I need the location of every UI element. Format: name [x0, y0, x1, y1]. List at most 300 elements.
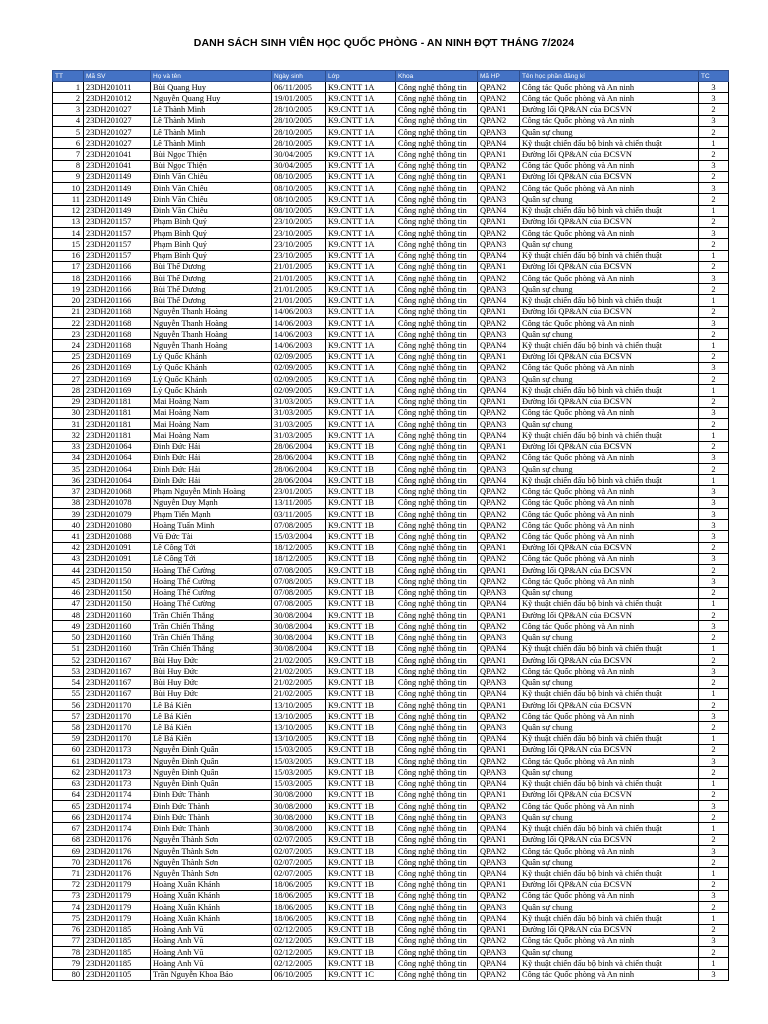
cell-tt: 7 [53, 149, 84, 160]
cell-student-id: 23DH201168 [84, 329, 151, 340]
cell-student-id: 23DH201170 [84, 722, 151, 733]
table-row [53, 82, 729, 93]
cell-course-name: Đường lối QP&AN của ĐCSVN [520, 351, 699, 362]
cell-tt: 69 [53, 845, 84, 856]
cell-full-name: Nguyễn Quang Huy [151, 93, 272, 104]
cell-student-id: 23DH201167 [84, 654, 151, 665]
cell-credits: 1 [699, 733, 729, 744]
cell-tt: 79 [53, 958, 84, 969]
cell-course-code: QPAN2 [478, 520, 520, 531]
cell-faculty: Công nghệ thông tin [396, 857, 478, 868]
cell-course-code: QPAN3 [478, 374, 520, 385]
cell-course-code: QPAN1 [478, 149, 520, 160]
cell-tt: 35 [53, 463, 84, 474]
cell-course-code: QPAN3 [478, 632, 520, 643]
cell-birth-date: 02/09/2005 [272, 362, 326, 373]
cell-course-name: Kỹ thuật chiến đấu bộ binh và chiến thuật [520, 733, 699, 744]
cell-faculty: Công nghệ thông tin [396, 306, 478, 317]
cell-birth-date: 30/04/2005 [272, 149, 326, 160]
table-row [53, 688, 729, 699]
cell-class: K9.CNTT 1B [326, 834, 396, 845]
cell-course-name: Đường lối QP&AN của ĐCSVN [520, 306, 699, 317]
cell-faculty: Công nghệ thông tin [396, 340, 478, 351]
cell-course-code: QPAN2 [478, 362, 520, 373]
cell-course-code: QPAN4 [478, 823, 520, 834]
cell-birth-date: 23/10/2005 [272, 239, 326, 250]
cell-full-name: Lê Công Tới [151, 542, 272, 553]
cell-course-code: QPAN3 [478, 947, 520, 958]
cell-course-name: Đường lối QP&AN của ĐCSVN [520, 149, 699, 160]
cell-tt: 55 [53, 688, 84, 699]
cell-class: K9.CNTT 1A [326, 250, 396, 261]
cell-student-id: 23DH201080 [84, 520, 151, 531]
cell-credits: 3 [699, 407, 729, 418]
cell-credits: 2 [699, 216, 729, 227]
cell-faculty: Công nghệ thông tin [396, 149, 478, 160]
cell-student-id: 23DH201041 [84, 149, 151, 160]
cell-student-id: 23DH201027 [84, 138, 151, 149]
cell-credits: 1 [699, 340, 729, 351]
cell-course-code: QPAN2 [478, 508, 520, 519]
table-row [53, 306, 729, 317]
cell-tt: 1 [53, 82, 84, 93]
cell-full-name: Bùi Ngọc Thiện [151, 149, 272, 160]
cell-credits: 2 [699, 924, 729, 935]
cell-student-id: 23DH201185 [84, 935, 151, 946]
cell-full-name: Đinh Đức Thành [151, 789, 272, 800]
cell-student-id: 23DH201174 [84, 812, 151, 823]
col-header-faculty: Khoa [396, 71, 478, 82]
table-row [53, 610, 729, 621]
cell-full-name: Phạm Nguyễn Minh Hoàng [151, 486, 272, 497]
cell-student-id: 23DH201160 [84, 621, 151, 632]
cell-class: K9.CNTT 1A [326, 160, 396, 171]
cell-class: K9.CNTT 1B [326, 868, 396, 879]
cell-faculty: Công nghệ thông tin [396, 924, 478, 935]
cell-course-name: Kỹ thuật chiến đấu bộ binh và chiến thuật [520, 823, 699, 834]
cell-credits: 1 [699, 205, 729, 216]
cell-tt: 13 [53, 216, 84, 227]
cell-faculty: Công nghệ thông tin [396, 194, 478, 205]
cell-full-name: Nguyễn Thanh Hoàng [151, 329, 272, 340]
table-row [53, 553, 729, 564]
cell-full-name: Bùi Huy Đức [151, 677, 272, 688]
cell-full-name: Bùi Thế Dương [151, 284, 272, 295]
cell-credits: 2 [699, 632, 729, 643]
cell-credits: 3 [699, 520, 729, 531]
cell-class: K9.CNTT 1B [326, 520, 396, 531]
cell-birth-date: 15/03/2004 [272, 531, 326, 542]
cell-student-id: 23DH201179 [84, 890, 151, 901]
cell-tt: 38 [53, 497, 84, 508]
cell-faculty: Công nghệ thông tin [396, 362, 478, 373]
cell-student-id: 23DH201166 [84, 284, 151, 295]
cell-faculty: Công nghệ thông tin [396, 913, 478, 924]
cell-credits: 3 [699, 115, 729, 126]
cell-full-name: Phạm Bình Quý [151, 239, 272, 250]
cell-full-name: Lê Thành Minh [151, 138, 272, 149]
cell-class: K9.CNTT 1B [326, 632, 396, 643]
cell-full-name: Lê Công Tới [151, 553, 272, 564]
cell-birth-date: 15/03/2005 [272, 756, 326, 767]
cell-class: K9.CNTT 1A [326, 194, 396, 205]
cell-course-code: QPAN1 [478, 744, 520, 755]
cell-tt: 46 [53, 587, 84, 598]
cell-course-name: Quân sự chung [520, 284, 699, 295]
cell-faculty: Công nghệ thông tin [396, 115, 478, 126]
cell-course-code: QPAN3 [478, 194, 520, 205]
cell-faculty: Công nghệ thông tin [396, 396, 478, 407]
cell-course-name: Công tác Quốc phòng và An ninh [520, 756, 699, 767]
cell-birth-date: 02/09/2005 [272, 385, 326, 396]
table-row [53, 93, 729, 104]
cell-course-code: QPAN4 [478, 688, 520, 699]
cell-class: K9.CNTT 1B [326, 565, 396, 576]
cell-faculty: Công nghệ thông tin [396, 284, 478, 295]
cell-credits: 1 [699, 250, 729, 261]
cell-full-name: Bùi Quang Huy [151, 82, 272, 93]
cell-course-name: Công tác Quốc phòng và An ninh [520, 82, 699, 93]
cell-faculty: Công nghệ thông tin [396, 205, 478, 216]
cell-class: K9.CNTT 1A [326, 351, 396, 362]
cell-student-id: 23DH201149 [84, 171, 151, 182]
cell-credits: 2 [699, 857, 729, 868]
cell-student-id: 23DH201160 [84, 643, 151, 654]
cell-birth-date: 21/01/2005 [272, 284, 326, 295]
cell-birth-date: 28/10/2005 [272, 126, 326, 137]
cell-student-id: 23DH201179 [84, 913, 151, 924]
cell-course-name: Kỹ thuật chiến đấu bộ binh và chiến thuật [520, 913, 699, 924]
cell-class: K9.CNTT 1A [326, 340, 396, 351]
cell-faculty: Công nghệ thông tin [396, 812, 478, 823]
cell-birth-date: 30/08/2004 [272, 621, 326, 632]
cell-full-name: Bùi Thế Dương [151, 272, 272, 283]
cell-course-code: QPAN2 [478, 935, 520, 946]
cell-faculty: Công nghệ thông tin [396, 778, 478, 789]
cell-tt: 47 [53, 598, 84, 609]
cell-birth-date: 13/10/2005 [272, 711, 326, 722]
cell-credits: 2 [699, 587, 729, 598]
cell-class: K9.CNTT 1B [326, 654, 396, 665]
cell-full-name: Bùi Thế Dương [151, 261, 272, 272]
cell-full-name: Phạm Bình Quý [151, 216, 272, 227]
cell-full-name: Nguyễn Đình Quân [151, 778, 272, 789]
table-row [53, 272, 729, 283]
cell-birth-date: 14/06/2003 [272, 306, 326, 317]
cell-birth-date: 08/10/2005 [272, 194, 326, 205]
cell-student-id: 23DH201173 [84, 756, 151, 767]
cell-class: K9.CNTT 1B [326, 643, 396, 654]
col-header-tt: TT [53, 71, 84, 82]
cell-full-name: Lý Quốc Khánh [151, 351, 272, 362]
cell-credits: 1 [699, 823, 729, 834]
cell-tt: 65 [53, 801, 84, 812]
cell-class: K9.CNTT 1B [326, 542, 396, 553]
cell-birth-date: 28/06/2004 [272, 441, 326, 452]
cell-student-id: 23DH201150 [84, 598, 151, 609]
cell-full-name: Đinh Đức Hải [151, 475, 272, 486]
cell-full-name: Nguyễn Thanh Hoàng [151, 317, 272, 328]
cell-full-name: Phạm Tiến Mạnh [151, 508, 272, 519]
cell-course-code: QPAN2 [478, 969, 520, 980]
cell-tt: 10 [53, 183, 84, 194]
cell-tt: 4 [53, 115, 84, 126]
cell-course-name: Đường lối QP&AN của ĐCSVN [520, 565, 699, 576]
cell-course-code: QPAN2 [478, 160, 520, 171]
cell-full-name: Lý Quốc Khánh [151, 362, 272, 373]
cell-tt: 50 [53, 632, 84, 643]
table-row [53, 778, 729, 789]
cell-birth-date: 13/10/2005 [272, 733, 326, 744]
cell-credits: 1 [699, 688, 729, 699]
cell-class: K9.CNTT 1B [326, 890, 396, 901]
table-row [53, 351, 729, 362]
cell-student-id: 23DH201011 [84, 82, 151, 93]
header-row [53, 71, 729, 82]
table-row [53, 845, 729, 856]
cell-class: K9.CNTT 1A [326, 126, 396, 137]
cell-course-name: Đường lối QP&AN của ĐCSVN [520, 171, 699, 182]
cell-credits: 3 [699, 576, 729, 587]
cell-faculty: Công nghệ thông tin [396, 565, 478, 576]
cell-tt: 73 [53, 890, 84, 901]
cell-student-id: 23DH201166 [84, 295, 151, 306]
table-row [53, 115, 729, 126]
cell-course-code: QPAN2 [478, 183, 520, 194]
cell-student-id: 23DH201064 [84, 452, 151, 463]
cell-faculty: Công nghệ thông tin [396, 452, 478, 463]
cell-class: K9.CNTT 1A [326, 317, 396, 328]
cell-faculty: Công nghệ thông tin [396, 621, 478, 632]
cell-class: K9.CNTT 1C [326, 969, 396, 980]
cell-full-name: Lê Bá Kiên [151, 711, 272, 722]
cell-course-name: Quân sự chung [520, 194, 699, 205]
cell-birth-date: 06/10/2005 [272, 969, 326, 980]
cell-course-name: Kỹ thuật chiến đấu bộ binh và chiến thuật [520, 868, 699, 879]
col-header-student-id: Mã SV [84, 71, 151, 82]
cell-class: K9.CNTT 1A [326, 272, 396, 283]
cell-course-code: QPAN1 [478, 654, 520, 665]
cell-full-name: Nguyễn Đình Quân [151, 767, 272, 778]
cell-class: K9.CNTT 1A [326, 295, 396, 306]
cell-course-code: QPAN3 [478, 902, 520, 913]
cell-class: K9.CNTT 1B [326, 621, 396, 632]
cell-full-name: Phạm Bình Quý [151, 250, 272, 261]
table-row [53, 699, 729, 710]
cell-tt: 33 [53, 441, 84, 452]
cell-course-name: Đường lối QP&AN của ĐCSVN [520, 396, 699, 407]
cell-faculty: Công nghệ thông tin [396, 531, 478, 542]
cell-student-id: 23DH201150 [84, 565, 151, 576]
cell-full-name: Lê Thành Minh [151, 104, 272, 115]
cell-full-name: Hoàng Thế Cường [151, 565, 272, 576]
cell-birth-date: 15/03/2005 [272, 744, 326, 755]
cell-course-code: QPAN4 [478, 340, 520, 351]
cell-full-name: Đinh Văn Chiêu [151, 183, 272, 194]
cell-birth-date: 23/01/2005 [272, 486, 326, 497]
cell-course-code: QPAN4 [478, 913, 520, 924]
cell-class: K9.CNTT 1B [326, 610, 396, 621]
cell-faculty: Công nghệ thông tin [396, 722, 478, 733]
cell-tt: 76 [53, 924, 84, 935]
cell-course-name: Đường lối QP&AN của ĐCSVN [520, 104, 699, 115]
cell-class: K9.CNTT 1A [326, 385, 396, 396]
cell-birth-date: 07/08/2005 [272, 565, 326, 576]
cell-faculty: Công nghệ thông tin [396, 542, 478, 553]
cell-course-code: QPAN3 [478, 587, 520, 598]
cell-student-id: 23DH201169 [84, 362, 151, 373]
cell-faculty: Công nghệ thông tin [396, 272, 478, 283]
cell-full-name: Hoàng Anh Vũ [151, 935, 272, 946]
cell-course-code: QPAN4 [478, 385, 520, 396]
cell-course-name: Kỹ thuật chiến đấu bộ binh và chiến thuật [520, 958, 699, 969]
cell-student-id: 23DH201012 [84, 93, 151, 104]
table-row [53, 486, 729, 497]
cell-class: K9.CNTT 1B [326, 924, 396, 935]
cell-full-name: Hoàng Xuân Khánh [151, 902, 272, 913]
cell-class: K9.CNTT 1A [326, 430, 396, 441]
cell-course-name: Công tác Quốc phòng và An ninh [520, 486, 699, 497]
cell-student-id: 23DH201091 [84, 553, 151, 564]
cell-credits: 2 [699, 194, 729, 205]
cell-student-id: 23DH201168 [84, 340, 151, 351]
cell-tt: 62 [53, 767, 84, 778]
cell-credits: 3 [699, 801, 729, 812]
cell-course-name: Kỹ thuật chiến đấu bộ binh và chiến thuật [520, 340, 699, 351]
table-row [53, 677, 729, 688]
cell-course-code: QPAN2 [478, 93, 520, 104]
cell-credits: 2 [699, 171, 729, 182]
cell-tt: 2 [53, 93, 84, 104]
table-row [53, 823, 729, 834]
cell-class: K9.CNTT 1B [326, 531, 396, 542]
cell-birth-date: 02/12/2005 [272, 935, 326, 946]
cell-class: K9.CNTT 1B [326, 699, 396, 710]
cell-faculty: Công nghệ thông tin [396, 374, 478, 385]
table-row [53, 430, 729, 441]
cell-birth-date: 21/02/2005 [272, 677, 326, 688]
cell-student-id: 23DH201176 [84, 868, 151, 879]
cell-birth-date: 28/10/2005 [272, 138, 326, 149]
cell-course-name: Quân sự chung [520, 902, 699, 913]
cell-faculty: Công nghệ thông tin [396, 587, 478, 598]
cell-tt: 25 [53, 351, 84, 362]
cell-birth-date: 02/12/2005 [272, 924, 326, 935]
cell-tt: 75 [53, 913, 84, 924]
cell-faculty: Công nghệ thông tin [396, 576, 478, 587]
cell-course-name: Đường lối QP&AN của ĐCSVN [520, 924, 699, 935]
cell-class: K9.CNTT 1B [326, 553, 396, 564]
cell-birth-date: 28/10/2005 [272, 115, 326, 126]
cell-full-name: Nguyễn Thành Sơn [151, 857, 272, 868]
cell-faculty: Công nghệ thông tin [396, 610, 478, 621]
cell-faculty: Công nghệ thông tin [396, 93, 478, 104]
cell-faculty: Công nghệ thông tin [396, 677, 478, 688]
table-row [53, 261, 729, 272]
cell-birth-date: 18/06/2005 [272, 890, 326, 901]
cell-tt: 24 [53, 340, 84, 351]
cell-faculty: Công nghệ thông tin [396, 171, 478, 182]
cell-class: K9.CNTT 1A [326, 205, 396, 216]
cell-credits: 2 [699, 677, 729, 688]
cell-course-code: QPAN2 [478, 272, 520, 283]
cell-credits: 3 [699, 756, 729, 767]
cell-course-name: Công tác Quốc phòng và An ninh [520, 621, 699, 632]
cell-course-name: Đường lối QP&AN của ĐCSVN [520, 654, 699, 665]
page-title: DANH SÁCH SINH VIÊN HỌC QUỐC PHÒNG - AN NINH ĐỢT THÁNG 7/2024 [193, 37, 575, 49]
cell-faculty: Công nghệ thông tin [396, 845, 478, 856]
table-row [53, 767, 729, 778]
cell-student-id: 23DH201150 [84, 587, 151, 598]
cell-birth-date: 02/09/2005 [272, 351, 326, 362]
cell-tt: 16 [53, 250, 84, 261]
cell-course-name: Công tác Quốc phòng và An ninh [520, 666, 699, 677]
cell-credits: 2 [699, 351, 729, 362]
cell-student-id: 23DH201179 [84, 902, 151, 913]
cell-student-id: 23DH201173 [84, 778, 151, 789]
cell-faculty: Công nghệ thông tin [396, 756, 478, 767]
cell-faculty: Công nghệ thông tin [396, 834, 478, 845]
cell-credits: 1 [699, 475, 729, 486]
cell-class: K9.CNTT 1A [326, 362, 396, 373]
table-row [53, 643, 729, 654]
cell-faculty: Công nghệ thông tin [396, 643, 478, 654]
cell-credits: 1 [699, 430, 729, 441]
table-row [53, 407, 729, 418]
cell-tt: 61 [53, 756, 84, 767]
cell-birth-date: 31/03/2005 [272, 407, 326, 418]
cell-tt: 34 [53, 452, 84, 463]
cell-birth-date: 18/06/2005 [272, 913, 326, 924]
cell-student-id: 23DH201027 [84, 115, 151, 126]
cell-full-name: Bùi Huy Đức [151, 688, 272, 699]
table-row [53, 463, 729, 474]
cell-birth-date: 07/08/2005 [272, 587, 326, 598]
cell-faculty: Công nghệ thông tin [396, 329, 478, 340]
cell-full-name: Lê Bá Kiên [151, 733, 272, 744]
cell-birth-date: 02/07/2005 [272, 834, 326, 845]
cell-course-code: QPAN1 [478, 565, 520, 576]
cell-tt: 3 [53, 104, 84, 115]
table-row [53, 733, 729, 744]
cell-birth-date: 30/08/2000 [272, 801, 326, 812]
cell-credits: 3 [699, 508, 729, 519]
cell-class: K9.CNTT 1B [326, 902, 396, 913]
cell-student-id: 23DH201168 [84, 306, 151, 317]
cell-credits: 2 [699, 654, 729, 665]
cell-course-name: Đường lối QP&AN của ĐCSVN [520, 542, 699, 553]
cell-course-name: Quân sự chung [520, 419, 699, 430]
cell-course-code: QPAN4 [478, 138, 520, 149]
cell-full-name: Hoàng Thế Cường [151, 576, 272, 587]
cell-course-code: QPAN2 [478, 845, 520, 856]
cell-full-name: Đinh Văn Chiêu [151, 205, 272, 216]
cell-birth-date: 21/01/2005 [272, 272, 326, 283]
cell-tt: 19 [53, 284, 84, 295]
cell-class: K9.CNTT 1B [326, 576, 396, 587]
cell-faculty: Công nghệ thông tin [396, 486, 478, 497]
cell-faculty: Công nghệ thông tin [396, 699, 478, 710]
cell-birth-date: 23/10/2005 [272, 250, 326, 261]
cell-tt: 31 [53, 419, 84, 430]
cell-credits: 1 [699, 385, 729, 396]
student-table [52, 70, 729, 981]
cell-tt: 27 [53, 374, 84, 385]
cell-credits: 1 [699, 138, 729, 149]
cell-course-name: Quân sự chung [520, 857, 699, 868]
cell-tt: 63 [53, 778, 84, 789]
cell-credits: 3 [699, 666, 729, 677]
